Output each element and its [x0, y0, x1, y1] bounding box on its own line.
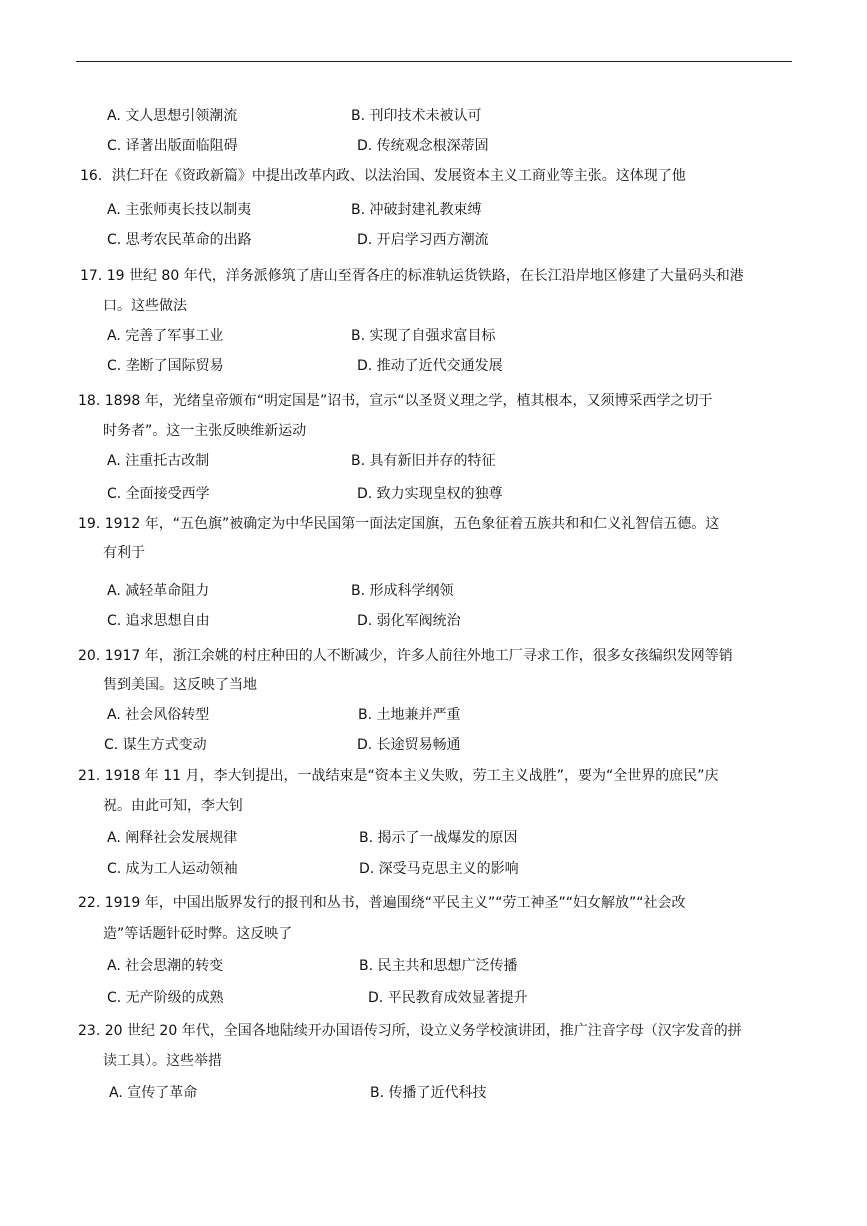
- q18-stem-line1: 18. 1898 年，光绪皇帝颁布“明定国是”诏书，宣示“以圣贤义理之学，植其根本，又须博采西学之切于: [78, 393, 713, 409]
- q20-option-d: D. 长途贸易畅通: [357, 737, 461, 753]
- q17-stem-line1: 17. 19 世纪 80 年代，洋务派修筑了唐山至胥各庄的标准轨运货铁路，在长江沿岸地区修建了大量码头和港: [80, 268, 744, 284]
- q15-option-a: A. 文人思想引领潮流: [107, 108, 238, 124]
- q20-stem-line1: 20. 1917 年，浙江余姚的村庄种田的人不断减少，许多人前往外地工厂寻求工作，很多女孩编织发网等销: [78, 648, 733, 664]
- q17-option-d: D. 推动了近代交通发展: [357, 358, 503, 374]
- q22-option-a: A. 社会思潮的转变: [107, 958, 224, 974]
- q22-stem-line1: 22. 1919 年，中国出版界发行的报刊和丛书，普遍围绕“平民主义”“劳工神圣”“妇女解放”“社会改: [78, 895, 686, 911]
- q21-option-b: B. 揭示了一战爆发的原因: [359, 830, 518, 846]
- q18-stem-line2: 时务者”。这一主张反映维新运动: [103, 423, 307, 439]
- q18-option-c: C. 全面接受西学: [107, 486, 210, 502]
- q19-option-c: C. 追求思想自由: [107, 613, 210, 629]
- header-rule: [76, 61, 792, 62]
- q17-option-c: C. 垄断了国际贸易: [107, 358, 224, 374]
- q18-option-b: B. 具有新旧并存的特征: [351, 453, 496, 469]
- q15-option-c: C. 译著出版面临阻碍: [107, 138, 238, 154]
- q20-option-c: C. 谋生方式变动: [104, 737, 207, 753]
- q17-stem-line2: 口。这些做法: [103, 298, 187, 314]
- q22-option-b: B. 民主共和思想广泛传播: [359, 958, 518, 974]
- q21-stem-line1: 21. 1918 年 11 月，李大钊提出，一战结束是“资本主义失败，劳工主义战胜”，要为“全世界的庶民”庆: [78, 768, 719, 784]
- q23-stem-line1: 23. 20 世纪 20 年代，全国各地陆续开办国语传习所，设立义务学校演讲团，推广注音字母（汉字发音的拼: [78, 1023, 742, 1039]
- q16-option-b: B. 冲破封建礼教束缚: [351, 202, 482, 218]
- q16-option-c: C. 思考农民革命的出路: [107, 232, 252, 248]
- q20-option-b: B. 土地兼并严重: [358, 707, 461, 723]
- q23-option-b: B. 传播了近代科技: [370, 1085, 487, 1101]
- q22-option-d: D. 平民教育成效显著提升: [368, 990, 528, 1006]
- q21-option-a: A. 阐释社会发展规律: [107, 830, 238, 846]
- q17-option-b: B. 实现了自强求富目标: [351, 328, 496, 344]
- q22-stem-line2: 造”等话题针砭时弊。这反映了: [103, 926, 293, 942]
- q23-stem-line2: 读工具）。这些举措: [103, 1053, 222, 1069]
- q19-option-d: D. 弱化军阀统治: [357, 613, 461, 629]
- q15-option-b: B. 刊印技术未被认可: [351, 108, 482, 124]
- q22-option-c: C. 无产阶级的成熟: [107, 990, 224, 1006]
- q16-option-d: D. 开启学习西方潮流: [357, 232, 489, 248]
- q19-stem-line2: 有利于: [103, 545, 145, 561]
- q19-stem-line1: 19. 1912 年，“五色旗”被确定为中华民国第一面法定国旗，五色象征着五族共和和仁义礼智信五德。这: [78, 516, 720, 532]
- q15-option-d: D. 传统观念根深蒂固: [357, 138, 489, 154]
- q18-option-a: A. 注重托古改制: [107, 453, 210, 469]
- q20-stem-line2: 售到美国。这反映了当地: [103, 677, 257, 693]
- q19-option-a: A. 减轻革命阻力: [107, 583, 210, 599]
- q19-option-b: B. 形成科学纲领: [351, 583, 454, 599]
- q16-option-a: A. 主张师夷长技以制夷: [107, 202, 252, 218]
- q21-option-d: D. 深受马克思主义的影响: [359, 861, 519, 877]
- q20-option-a: A. 社会风俗转型: [107, 707, 210, 723]
- q17-option-a: A. 完善了军事工业: [107, 328, 224, 344]
- q21-option-c: C. 成为工人运动领袖: [107, 861, 238, 877]
- q18-option-d: D. 致力实现皇权的独尊: [357, 486, 503, 502]
- q23-option-a: A. 宣传了革命: [109, 1085, 198, 1101]
- q16-stem: 16．洪仁玕在《资政新篇》中提出改革内政、以法治国、发展资本主义工商业等主张。这体现了他: [80, 168, 686, 184]
- q21-stem-line2: 祝。由此可知，李大钊: [103, 798, 243, 814]
